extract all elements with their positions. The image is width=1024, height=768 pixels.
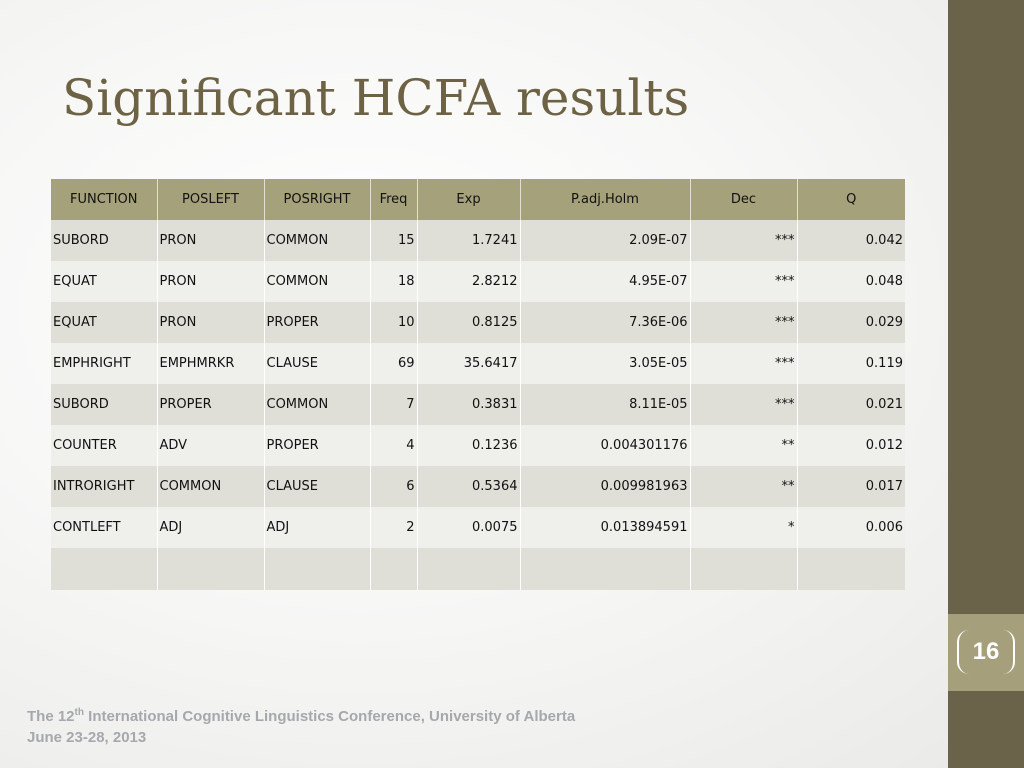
cell-function: CONTLEFT (51, 507, 157, 548)
column-header-dec: Dec (690, 179, 797, 220)
cell-exp: 0.8125 (417, 302, 520, 343)
cell-function: INTRORIGHT (51, 466, 157, 507)
empty-cell (51, 548, 157, 590)
column-header-function: FUNCTION (51, 179, 157, 220)
cell-p-adj-holm: 0.009981963 (520, 466, 690, 507)
cell-freq: 10 (370, 302, 417, 343)
cell-p-adj-holm: 7.36E-06 (520, 302, 690, 343)
page-number-box (948, 614, 1024, 691)
column-header-posleft: POSLEFT (157, 179, 264, 220)
page-number: 16 (957, 630, 1015, 674)
cell-posright: CLAUSE (264, 343, 370, 384)
cell-exp: 1.7241 (417, 220, 520, 261)
cell-freq: 4 (370, 425, 417, 466)
cell-exp: 2.8212 (417, 261, 520, 302)
cell-q: 0.042 (797, 220, 905, 261)
table-row-empty (51, 548, 905, 590)
cell-dec: *** (690, 220, 797, 261)
cell-function: EQUAT (51, 261, 157, 302)
cell-function: SUBORD (51, 220, 157, 261)
cell-posright: ADJ (264, 507, 370, 548)
empty-cell (690, 548, 797, 590)
cell-posright: PROPER (264, 425, 370, 466)
table-row (51, 384, 905, 425)
cell-posright: CLAUSE (264, 466, 370, 507)
cell-freq: 18 (370, 261, 417, 302)
cell-function: EMPHRIGHT (51, 343, 157, 384)
cell-posright: COMMON (264, 384, 370, 425)
empty-cell (797, 548, 905, 590)
table-row (51, 466, 905, 507)
cell-freq: 7 (370, 384, 417, 425)
table-row (51, 261, 905, 302)
cell-posleft: PRON (157, 261, 264, 302)
cell-p-adj-holm: 2.09E-07 (520, 220, 690, 261)
hcfa-results-table (51, 179, 905, 590)
footer-line-1 (27, 706, 575, 727)
column-header-freq: Freq (370, 179, 417, 220)
conference-footer (27, 706, 575, 748)
table-row (51, 343, 905, 384)
cell-posleft: PROPER (157, 384, 264, 425)
empty-cell (264, 548, 370, 590)
cell-freq: 2 (370, 507, 417, 548)
column-header-q: Q (797, 179, 905, 220)
cell-freq: 69 (370, 343, 417, 384)
empty-cell (417, 548, 520, 590)
cell-dec: ** (690, 466, 797, 507)
table-row (51, 507, 905, 548)
cell-p-adj-holm: 0.013894591 (520, 507, 690, 548)
cell-p-adj-holm: 8.11E-05 (520, 384, 690, 425)
cell-posleft: COMMON (157, 466, 264, 507)
cell-freq: 6 (370, 466, 417, 507)
cell-exp: 0.3831 (417, 384, 520, 425)
cell-dec: *** (690, 261, 797, 302)
empty-cell (370, 548, 417, 590)
cell-p-adj-holm: 0.004301176 (520, 425, 690, 466)
cell-q: 0.021 (797, 384, 905, 425)
cell-posleft: ADV (157, 425, 264, 466)
cell-exp: 0.0075 (417, 507, 520, 548)
table-row (51, 220, 905, 261)
cell-posleft: PRON (157, 302, 264, 343)
cell-function: SUBORD (51, 384, 157, 425)
table-header-row (51, 179, 905, 220)
footer-line-1-suffix: International Cognitive Linguistics Conference, University of Alberta (83, 708, 576, 725)
cell-q: 0.029 (797, 302, 905, 343)
table-row (51, 425, 905, 466)
cell-q: 0.006 (797, 507, 905, 548)
cell-p-adj-holm: 4.95E-07 (520, 261, 690, 302)
cell-posright: COMMON (264, 220, 370, 261)
column-header-posright: POSRIGHT (264, 179, 370, 220)
cell-posright: PROPER (264, 302, 370, 343)
cell-p-adj-holm: 3.05E-05 (520, 343, 690, 384)
cell-exp: 0.5364 (417, 466, 520, 507)
cell-function: EQUAT (51, 302, 157, 343)
cell-dec: *** (690, 343, 797, 384)
cell-exp: 0.1236 (417, 425, 520, 466)
cell-q: 0.048 (797, 261, 905, 302)
cell-q: 0.119 (797, 343, 905, 384)
table-row (51, 302, 905, 343)
cell-q: 0.012 (797, 425, 905, 466)
column-header-p-adj-holm: P.adj.Holm (520, 179, 690, 220)
footer-line-1-prefix: The 12 (27, 708, 75, 725)
column-header-exp: Exp (417, 179, 520, 220)
cell-posleft: EMPHMRKR (157, 343, 264, 384)
slide-title: Significant HCFA results (62, 69, 690, 127)
cell-dec: ** (690, 425, 797, 466)
cell-dec: * (690, 507, 797, 548)
footer-line-2: June 23-28, 2013 (27, 729, 147, 746)
cell-exp: 35.6417 (417, 343, 520, 384)
cell-posright: COMMON (264, 261, 370, 302)
cell-q: 0.017 (797, 466, 905, 507)
empty-cell (157, 548, 264, 590)
cell-function: COUNTER (51, 425, 157, 466)
cell-dec: *** (690, 302, 797, 343)
empty-cell (520, 548, 690, 590)
footer-ordinal-suffix: th (74, 707, 84, 718)
cell-freq: 15 (370, 220, 417, 261)
cell-posleft: PRON (157, 220, 264, 261)
cell-dec: *** (690, 384, 797, 425)
cell-posleft: ADJ (157, 507, 264, 548)
